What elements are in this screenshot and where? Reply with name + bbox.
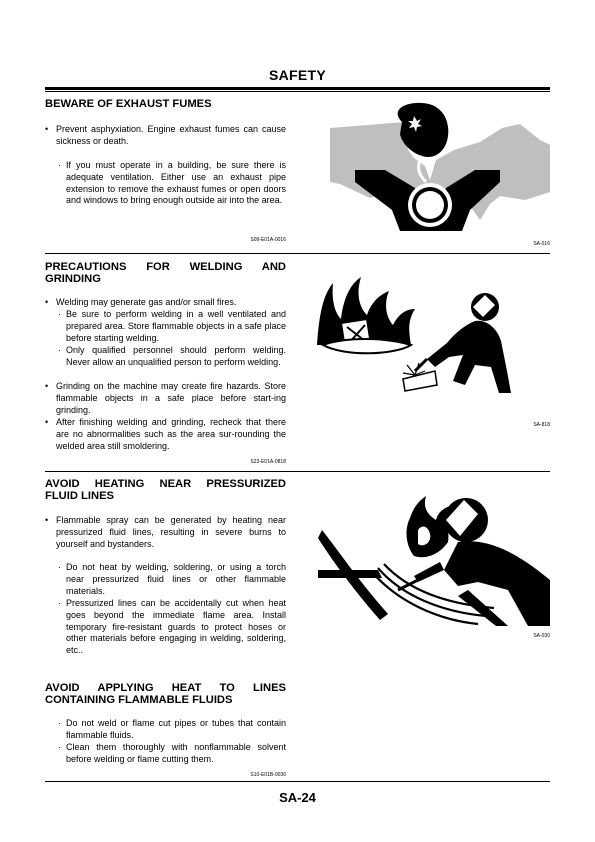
page-number: SA-24 — [279, 790, 316, 805]
figure-ref: SA-016 — [533, 241, 550, 247]
welder-body — [444, 541, 550, 626]
bullet-text: Flammable spray can be generated by heating near pressurized fluid lines, resulting in severe burns to yourself and bystanders. — [56, 515, 286, 549]
bullet-text: Welding may generate gas and/or small fires. — [56, 297, 237, 307]
bullet-glyph: • — [45, 124, 49, 134]
footer-rule — [45, 781, 550, 782]
subbullet-glyph: · — [58, 345, 61, 355]
subbullet-text: Only qualified personnel should perform welding. Never allow an unqualified person to perform welding. — [66, 345, 286, 367]
subbullet-text: If you must operate in a building, be sure there is adequate ventilation. Either use an exhaust pipe extension to remove the exhaust fumes or open doors and windows to bring enough outside air into the area. — [66, 160, 286, 206]
subbullet-text: Do not heat by welding, soldering, or using a torch near pressurized fluid lines or other flammable materials. — [66, 562, 286, 596]
section-heading-welding: PRECAUTIONS FOR WELDING AND — [45, 261, 286, 273]
subbullet-glyph: · — [58, 742, 61, 752]
figure-ref: SA-030 — [533, 633, 550, 639]
section-ref-code: S09-E01A-0016 — [250, 237, 286, 243]
title-rule-thin — [45, 91, 550, 92]
subbullet-text: Do not weld or flame cut pipes or tubes that contain flammable fluids. — [66, 718, 286, 740]
subbullet-text: Pressurized lines can be accidentally cut when heat goes beyond the immediate flame area. Install temporary fire-resistant guards to protect hoses or other materials before engaging in welding, soldering, etc.. — [66, 598, 286, 656]
section-separator — [45, 253, 550, 254]
bullet-glyph: • — [45, 381, 49, 391]
bullet-glyph: • — [45, 515, 49, 525]
spill-puddle — [323, 339, 411, 353]
section-heading-pressurized-2: FLUID LINES — [45, 490, 114, 502]
section-ref-code: S23-E01A-0818 — [250, 459, 286, 465]
section-heading-welding-2: GRINDING — [45, 273, 101, 285]
section-ref-code: S10-E01B-0030 — [250, 772, 286, 778]
subbullet-text: Clean them thoroughly with nonflammable solvent before welding or flame cutting them. — [66, 742, 286, 764]
subbullet-text: Be sure to perform welding in a well ventilated and prepared area. Store flammable objects in a safe place before starting welding. — [66, 309, 286, 343]
torch-near-fluid-lines-icon — [318, 490, 550, 626]
page-title: SAFETY — [268, 67, 327, 83]
title-rule-thick — [45, 87, 550, 90]
subbullet-glyph: · — [58, 718, 61, 728]
exhaust-fumes-warning-icon — [330, 100, 550, 235]
subbullet-glyph: · — [58, 562, 61, 572]
bullet-text: Prevent asphyxiation. Engine exhaust fumes can cause sickness or death. — [56, 124, 286, 146]
subbullet-glyph: · — [58, 598, 61, 608]
section-separator — [45, 471, 550, 472]
torch-flames — [407, 496, 450, 557]
figure-ref: SA-818 — [533, 422, 550, 428]
section-heading-flammable-2: CONTAINING FLAMMABLE FLUIDS — [45, 694, 233, 706]
bullet-text: Grinding on the machine may create fire hazards. Store flammable objects in a safe place before start-ing grinding. — [56, 381, 286, 415]
welding-fire-warning-icon — [315, 275, 515, 415]
subbullet-glyph: · — [58, 309, 61, 319]
bullet-glyph: • — [45, 297, 49, 307]
section-heading-flammable: AVOID APPLYING HEAT TO LINES — [45, 682, 286, 694]
bullet-text: After finishing welding and grinding, recheck that there are no abnormalities such as the area sur-rounding the welded area still smoldering. — [56, 417, 286, 451]
torch-arm — [414, 562, 444, 582]
welder-body — [427, 321, 511, 393]
subbullet-glyph: · — [58, 160, 61, 170]
section-heading-exhaust: BEWARE OF EXHAUST FUMES — [45, 98, 212, 110]
section-heading-pressurized: AVOID HEATING NEAR PRESSURIZED — [45, 478, 286, 490]
bullet-glyph: • — [45, 417, 49, 427]
